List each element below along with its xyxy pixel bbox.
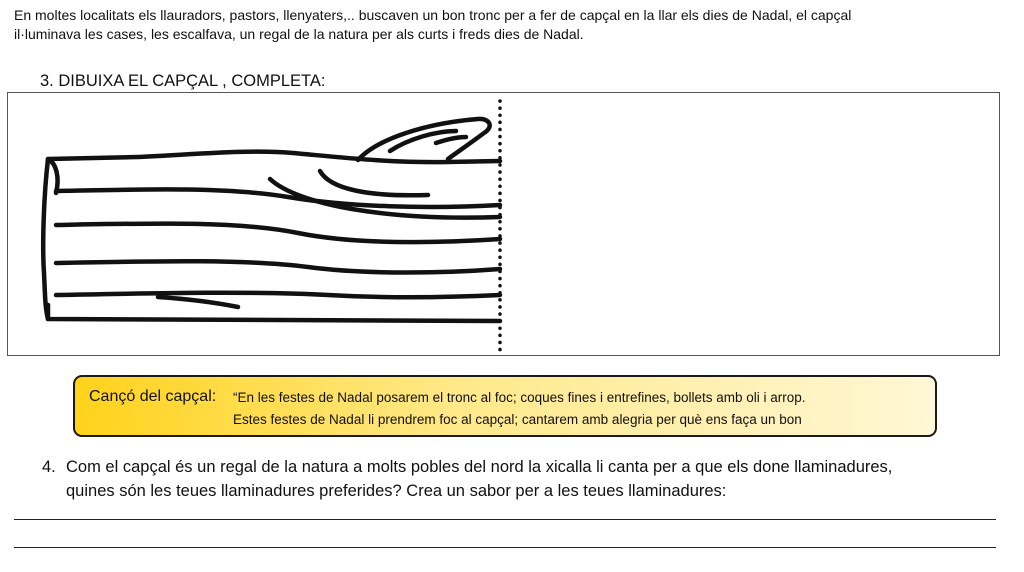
drawing-area[interactable] [7,92,1000,356]
log-half-drawing [8,93,1001,357]
answer-line-2[interactable] [14,547,996,548]
question-4-line-1 [42,455,1012,479]
intro-line-2: il·luminava les cases, les escalfava, un regal de la natura per als curts i freds dies de Nadal. [14,26,584,42]
log-outline [43,119,500,321]
intro-line-1: En moltes localitats els llauradors, pastors, llenyaters,.. buscaven un bon tronc per a fer de capçal en la llar els dies de Nadal, el capçal [14,7,852,23]
question-3-title: 3. DIBUIXA EL CAPÇAL , COMPLETA: [40,72,326,90]
question-4-text-1: Com el capçal és un regal de la natura a molts pobles del nord la xicalla li canta per a que els done llaminadures, [66,458,893,476]
song-line-1: “En les festes de Nadal posarem el tronc al foc; coques fines i entrefines, bollets amb oli i arrop. [233,390,806,405]
song-line-2: Estes festes de Nadal li prendrem foc al capçal; cantarem amb alegria per què ens faça un bon [233,412,802,427]
song-label: Cançó del capçal: [89,388,217,405]
question-4 [42,455,1012,503]
question-4-number: 4. [42,458,56,476]
answer-line-1[interactable] [14,519,996,520]
song-box [73,375,937,437]
question-4-line-2: quines són les teues llaminadures preferides? Crea un sabor per a les teues llaminadures: [66,482,727,500]
intro-paragraph [14,6,1004,44]
